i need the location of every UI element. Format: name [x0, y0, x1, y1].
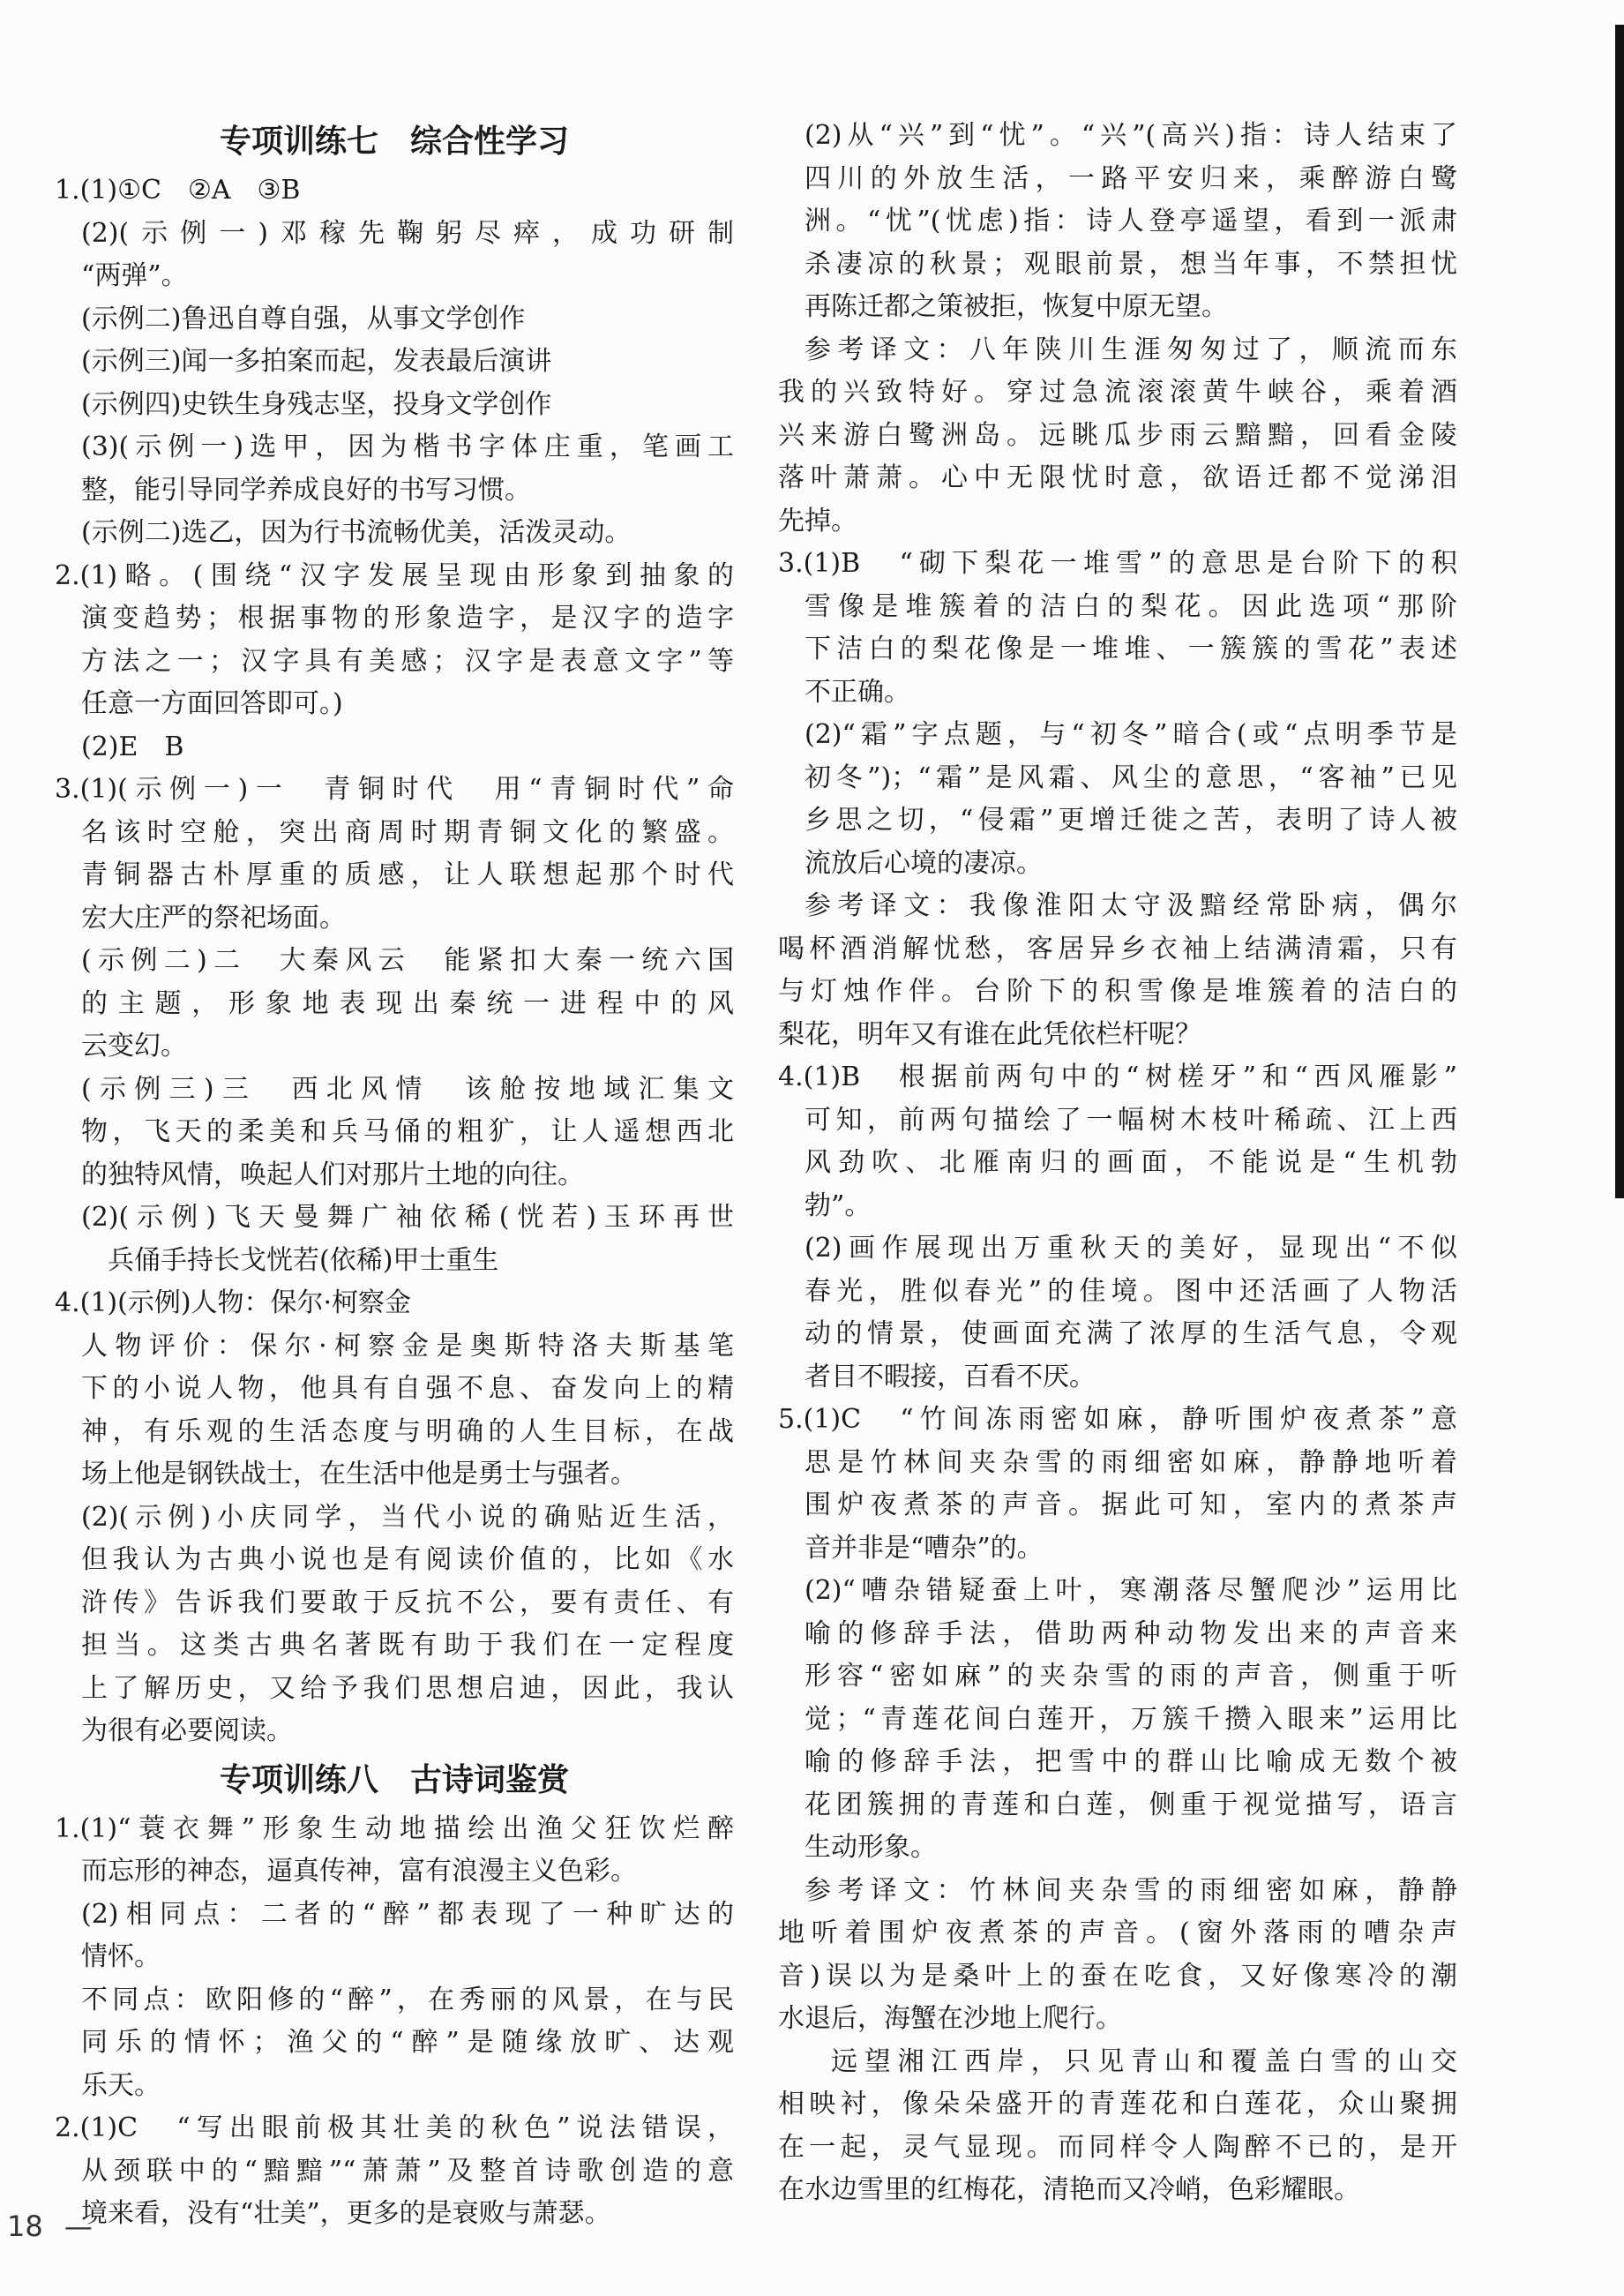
text-line: (2)相同点：二者的“醉”都表现了一种旷达的: [81, 1898, 734, 1930]
text-line: 2.(1)C “写出眼前极其壮美的秋色”说法错误，: [55, 2112, 734, 2143]
text-line: 勃”。: [805, 1189, 872, 1221]
text-line: 可知，前两句描绘了一幅树木枝叶稀疏、江上西: [805, 1104, 1457, 1136]
text-line: 相映衬，像朵朵盛开的青莲花和白莲花，众山聚拥: [778, 2089, 1457, 2120]
section-title: 专项训练八 古诗词鉴赏: [219, 1761, 569, 1798]
text-line: (2)“霜”字点题，与“初冬”暗合(或“点明季节是: [805, 719, 1457, 750]
text-line: (示例四)史铁生身残志坚，投身文学创作: [81, 388, 552, 420]
text-line: 下洁白的梨花像是一堆堆、一簇簇的雪花”表述: [805, 634, 1457, 664]
text-line: 兴来游白鹭洲岛。远眺瓜步雨云黯黯，回看金陵: [778, 419, 1457, 451]
text-line: “两弹”。: [81, 260, 188, 291]
text-line: 整，能引导同学养成良好的书写习惯。: [81, 474, 531, 506]
text-line: 3.(1)B “砌下梨花一堆雪”的意思是台阶下的积: [778, 548, 1457, 579]
page-footer: [7, 2210, 93, 2243]
text-line: 水退后，海蟹在沙地上爬行。: [778, 2003, 1122, 2034]
text-line: 在水边雪里的红梅花，清艳而又冷峭，色彩耀眼。: [778, 2174, 1360, 2205]
text-line: 喻的修辞手法，借助两种动物发出来的声音来: [805, 1617, 1457, 1649]
text-line: (2)(示例)飞天曼舞广袖依稀(恍若)玉环再世: [81, 1202, 734, 1233]
text-line: 洲。“忧”(忧虑)指：诗人登亭遥望，看到一派肃: [805, 206, 1457, 236]
text-line: 从颈联中的“黯黯”“萧萧”及整首诗歌创造的意: [81, 2155, 734, 2187]
text-line: 者目不暇接，百看不厌。: [805, 1361, 1096, 1392]
text-line: 不同点：欧阳修的“醉”，在秀丽的风景，在与民: [81, 1984, 734, 2015]
text-line: 生动形象。: [805, 1832, 937, 1863]
text-line: 喻的修辞手法，把雪中的群山比喻成无数个被: [805, 1746, 1457, 1777]
text-line: (2)从“兴”到“忧”。“兴”(高兴)指：诗人结束了: [805, 120, 1457, 151]
text-line: (2)“嘈杂错疑蚕上叶，寒潮落尽蟹爬沙”运用比: [805, 1575, 1457, 1606]
text-line: 参考译文：八年陕川生涯匆匆过了，顺流而东: [805, 334, 1457, 365]
text-line: 人物评价：保尔·柯察金是奥斯特洛夫斯基笔: [81, 1330, 734, 1362]
text-line: 先掉。: [778, 505, 857, 536]
text-line: (示例二)二 大秦风云 能紧扣大秦一统六国: [81, 945, 734, 976]
text-line: 不正确。: [805, 676, 910, 708]
text-line: (示例三)三 西北风情 该舱按地域汇集文: [81, 1073, 734, 1105]
right-column: [778, 115, 1457, 2212]
text-line: 喝杯酒消解忧愁，客居异乡衣袖上结满清霜，只有: [778, 933, 1457, 964]
text-line: 思是竹林间夹杂雪的雨细密如麻，静静地听着: [805, 1446, 1457, 1478]
text-line: 的主题，形象地表现出秦统一进程中的风: [81, 987, 734, 1019]
text-line: 而忘形的神态，逼真传神，富有浪漫主义色彩。: [81, 1856, 637, 1887]
text-line: 场上他是钢铁战士，在生活中他是勇士与强者。: [81, 1459, 637, 1489]
text-line: 落叶萧萧。心中无限忧时意，欲语迁都不觉涕泪: [778, 462, 1457, 493]
text-line: 同乐的情怀；渔父的“醉”是随缘放旷、达观: [81, 2027, 734, 2058]
section-title: 专项训练七 综合性学习: [219, 124, 569, 160]
text-line: 杀凄凉的秋景；观眼前景，想当年事，不禁担忧: [805, 248, 1457, 280]
text-line: 神，有乐观的生活态度与明确的人生目标，在战: [81, 1415, 734, 1447]
text-line: 流放后心境的凄凉。: [805, 847, 1043, 879]
text-line: 演变趋势；根据事物的形象造字，是汉字的造字: [81, 603, 734, 634]
text-line: 再陈迁都之策被拒，恢复中原无望。: [805, 291, 1228, 322]
text-line: 乡思之切，“侵霜”更增迁徙之苦，表明了诗人被: [805, 805, 1457, 836]
text-line: (2)(示例一)邓稼先鞠躬尽瘁，成功研制: [81, 217, 734, 249]
text-line: 初冬”)；“霜”是风霜、风尘的意思，“客袖”已见: [805, 762, 1457, 793]
text-line: 春光，胜似春光”的佳境。图中还活画了人物活: [805, 1275, 1457, 1307]
text-line: 围炉夜煮茶的声音。据此可知，室内的煮茶声: [805, 1489, 1457, 1520]
text-line: 物，飞天的柔美和兵马俑的粗犷，让人遥想西北: [81, 1116, 734, 1147]
text-line: 浒传》告诉我们要敢于反抗不公，要有责任、有: [81, 1587, 734, 1618]
text-line: 参考译文：竹林间夹杂雪的雨细密如麻，静静: [805, 1874, 1457, 1906]
text-line: 觉；“青莲花间白莲开，万簇千攒入眼来”运用比: [805, 1703, 1457, 1735]
text-line: 在一起，灵气显现。而同样令人陶醉不已的，是开: [778, 2131, 1457, 2163]
text-line: 境来看，没有“壮美”，更多的是衰败与萧瑟。: [81, 2198, 611, 2229]
text-line: (2)(示例)小庆同学，当代小说的确贴近生活，: [81, 1501, 734, 1533]
footer-dash: —: [64, 2210, 93, 2243]
text-line: 与灯烛作伴。台阶下的积雪像是堆簇着的洁白的: [778, 976, 1457, 1007]
text-line: (3)(示例一)选甲，因为楷书字体庄重，笔画工: [81, 431, 734, 462]
text-line: 3.(1)(示例一)一 青铜时代 用“青铜时代”命: [55, 774, 734, 805]
text-line: 风劲吹、北雁南归的画面，不能说是“生机勃: [805, 1147, 1457, 1178]
text-line: 宏大庄严的祭祀场面。: [81, 902, 346, 934]
text-line: 动的情景，使画面充满了浓厚的生活气息，令观: [805, 1318, 1457, 1349]
text-line: 1.(1)①C ②A ③B: [55, 175, 301, 206]
text-line: 梨花，明年又有谁在此凭依栏杆呢？: [778, 1018, 1201, 1050]
binding-edge-bar: [1615, 25, 1624, 1198]
text-line: 乐天。: [81, 2069, 161, 2101]
text-line: 兵俑手持长戈恍若(依稀)甲士重生: [108, 1244, 499, 1276]
text-line: 下的小说人物，他具有自强不息、奋发向上的精: [81, 1373, 734, 1404]
left-column: [55, 115, 734, 2236]
text-line: (示例三)闻一多拍案而起，发表最后演讲: [81, 346, 552, 377]
text-line: 方法之一；汉字具有美感；汉字是表意文字”等: [81, 645, 734, 677]
text-line: (2)E B: [81, 731, 184, 762]
text-line: 任意一方面回答即可。): [81, 688, 343, 719]
text-line: 的独特风情，唤起人们对那片土地的向往。: [81, 1159, 584, 1190]
text-line: 形容“密如麻”的夹杂雪的雨的声音，侧重于听: [805, 1661, 1457, 1692]
text-line: 我的兴致特好。穿过急流滚滚黄牛峡谷，乘着酒: [778, 377, 1457, 408]
text-line: 地听着围炉夜煮茶的声音。(窗外落雨的嘈杂声: [778, 1917, 1457, 1948]
text-line: 4.(1)B 根据前两句中的“树槎牙”和“西风雁影”: [778, 1062, 1457, 1092]
page-number: 18: [7, 2210, 43, 2243]
text-line: 名该时空舱，突出商周时期青铜文化的繁盛。: [81, 816, 734, 848]
text-line: 1.(1)“蓑衣舞”形象生动地描绘出渔父狂饮烂醉: [55, 1812, 734, 1844]
text-line: 5.(1)C “竹间冻雨密如麻，静听围炉夜煮茶”意: [778, 1404, 1457, 1435]
text-line: 担当。这类古典名著既有助于我们在一定程度: [81, 1630, 734, 1661]
text-line: 青铜器古朴厚重的质感，让人联想起那个时代: [81, 859, 734, 890]
text-line: 但我认为古典小说也是有阅读价值的，比如《水: [81, 1544, 734, 1575]
text-line: 远望湘江西岸，只见青山和覆盖白雪的山交: [831, 2045, 1457, 2077]
text-line: 雪像是堆簇着的洁白的梨花。因此选项“那阶: [805, 590, 1457, 622]
text-line: 2.(1)略。(围绕“汉字发展呈现由形象到抽象的: [55, 559, 734, 591]
text-line: 4.(1)(示例)人物：保尔·柯察金: [55, 1287, 412, 1318]
text-line: 参考译文：我像淮阳太守汲黯经常卧病，偶尔: [805, 890, 1457, 921]
text-line: 情怀。: [81, 1941, 161, 1972]
text-line: 四川的外放生活，一路平安归来，乘醉游白鹭: [805, 162, 1457, 194]
text-line: 为很有必要阅读。: [81, 1715, 293, 1746]
text-line: 音并非是“嘈杂”的。: [805, 1532, 1044, 1564]
text-line: (2)画作展现出万重秋天的美好，显现出“不似: [805, 1233, 1457, 1264]
text-line: 音)误以为是桑叶上的蚕在吃食，又好像寒冷的潮: [778, 1960, 1457, 1992]
text-line: 花团簇拥的青莲和白莲，侧重于视觉描写，语言: [805, 1789, 1457, 1820]
text-line: (示例二)鲁迅自尊自强，从事文学创作: [81, 303, 526, 334]
text-line: 上了解历史，又给予我们思想启迪，因此，我认: [81, 1672, 734, 1704]
text-line: (示例二)选乙，因为行书流畅优美，活泼灵动。: [81, 517, 632, 548]
text-line: 云变幻。: [81, 1031, 187, 1062]
